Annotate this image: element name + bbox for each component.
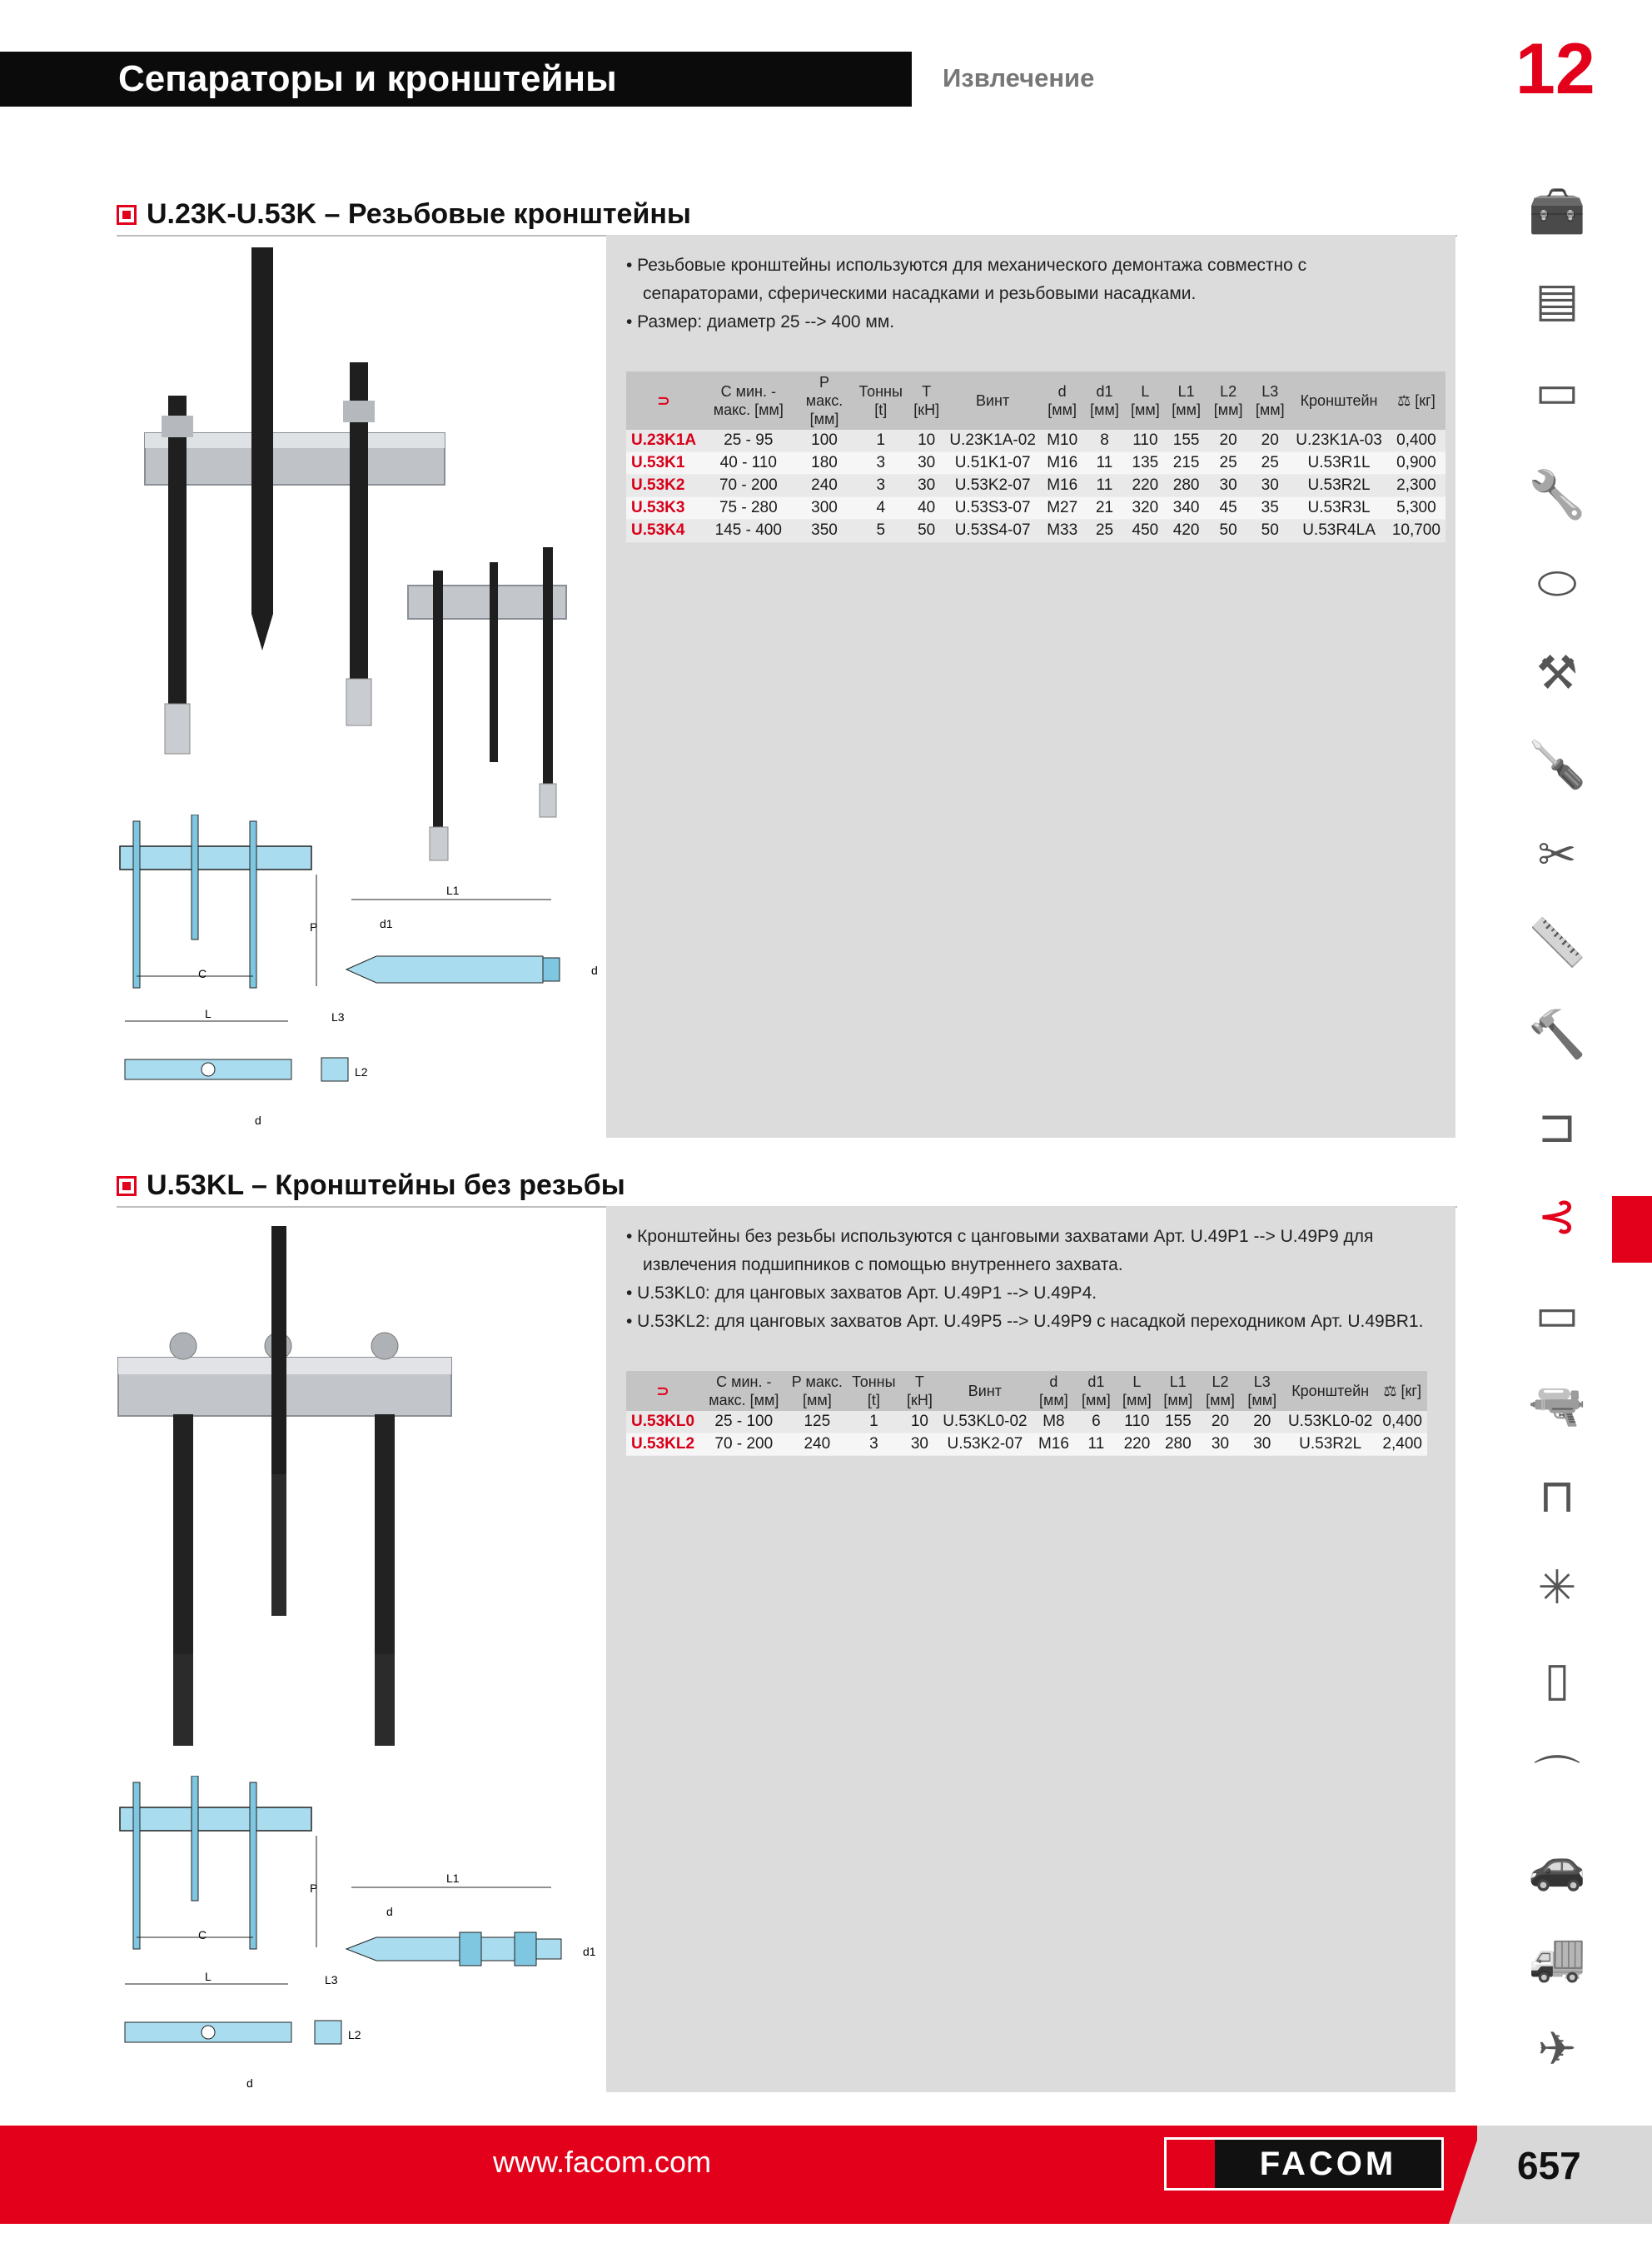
table-cell: 6 <box>1075 1411 1117 1433</box>
table-cell: 20 <box>1241 1411 1283 1433</box>
table-cell: 240 <box>795 475 853 497</box>
section2-heading: U.53KL – Кронштейны без резьбы <box>117 1169 1457 1208</box>
table-cell: 450 <box>1126 520 1166 542</box>
facom-logo: FACOM <box>1164 2137 1444 2191</box>
table-cell: M10 <box>1041 430 1084 452</box>
table-cell: 1 <box>853 430 908 452</box>
bullet-item: • Кронштейны без резьбы используются с цанговыми захватами Арт. U.49P1 --> U.49P9 для извлечения подшипников с помощью внутреннего захвата. <box>626 1227 1374 1274</box>
table-cell: U.53R4LA <box>1291 520 1387 542</box>
table-cell: 3 <box>853 452 908 475</box>
table-row <box>626 1433 1427 1456</box>
table-cell: U.53R2L <box>1291 475 1387 497</box>
part-number: U.53KL0 <box>626 1411 699 1433</box>
bullet-item: • Размер: диаметр 25 --> 400 мм. <box>626 312 895 331</box>
voltage-tester-icon[interactable]: ▭ <box>1535 1288 1580 1340</box>
title-bar <box>0 52 912 107</box>
part-number: U.53K4 <box>626 520 701 542</box>
col-header: L3 [мм] <box>1241 1371 1283 1411</box>
table-cell: U.53R2L <box>1283 1433 1377 1456</box>
table-cell: U.51K1-07 <box>944 452 1041 475</box>
table-cell: M33 <box>1041 520 1084 542</box>
impact-wrench-icon[interactable]: 🔫 <box>1528 1379 1586 1432</box>
circuit-breaker-icon[interactable]: ▯ <box>1544 1652 1570 1705</box>
table-cell: 155 <box>1165 430 1207 452</box>
table-header-row <box>626 1371 1427 1411</box>
col-header: L1 [мм] <box>1157 1371 1199 1411</box>
table-row <box>626 452 1446 475</box>
spec-table-2 <box>626 1371 1427 1456</box>
table-cell: 100 <box>795 430 853 452</box>
col-header: T [кН] <box>908 371 944 430</box>
part-number: U.53K3 <box>626 497 701 520</box>
spec-table-1 <box>626 371 1446 542</box>
table-cell: 70 - 200 <box>701 475 795 497</box>
active-category-tab <box>1612 1196 1652 1263</box>
handle-icon[interactable]: ⌒ <box>1534 1752 1580 1805</box>
screw-diagram <box>343 1872 601 1972</box>
table-cell: 75 - 280 <box>701 497 795 520</box>
table-cell: 145 - 400 <box>701 520 795 542</box>
table-cell: 30 <box>908 475 944 497</box>
col-header: L2 [мм] <box>1207 371 1249 430</box>
bullet-item: • U.53KL2: для цанговых захватов Арт. U.49P5 --> U.49P9 с насадкой переходником Арт. U.49BR1. <box>626 1312 1424 1331</box>
table-cell: 25 <box>1249 452 1291 475</box>
table-cell: 5 <box>853 520 908 542</box>
col-header: Тонны [t] <box>846 1371 901 1411</box>
col-header: d1 [мм] <box>1083 371 1125 430</box>
table-cell: U.53KL0-02 <box>1283 1411 1377 1433</box>
screw-diagram <box>343 885 601 984</box>
puller-icon[interactable]: ⊰ <box>1537 1189 1577 1242</box>
col-header: P макс. [мм] <box>789 1371 847 1411</box>
table-cell: 30 <box>1241 1433 1283 1456</box>
section2-bullets <box>626 1223 1426 1336</box>
table-cell: 30 <box>902 1433 938 1456</box>
section1-panel <box>606 235 1455 1138</box>
part-number: U.53KL2 <box>626 1433 699 1456</box>
section2-panel <box>606 1206 1455 2092</box>
col-header: ⚖ [кг] <box>1387 371 1446 430</box>
col-header: Кронштейн <box>1283 1371 1377 1411</box>
explosion-safety-icon[interactable]: ✳ <box>1537 1561 1577 1613</box>
col-header: d [мм] <box>1032 1371 1076 1411</box>
table-cell: 300 <box>795 497 853 520</box>
table-cell: U.53R3L <box>1291 497 1387 520</box>
dim-label: L3 <box>331 1010 345 1024</box>
dim-label: d <box>246 2076 253 2090</box>
table-cell: 350 <box>795 520 853 542</box>
page-title: Сепараторы и кронштейны <box>118 58 617 99</box>
col-header: Тонны [t] <box>853 371 908 430</box>
facom-logo-icon: ⊃ <box>626 1371 699 1411</box>
table-cell: 25 - 95 <box>701 430 795 452</box>
table-cell: 2,400 <box>1377 1433 1427 1456</box>
weight-icon: ⚖ <box>1397 392 1411 409</box>
table-cell: M16 <box>1032 1433 1076 1456</box>
table-row <box>626 520 1446 542</box>
page-subtitle: Извлечение <box>943 63 1095 92</box>
dim-label: d1 <box>380 917 393 930</box>
table-cell: 11 <box>1083 475 1125 497</box>
weight-icon: ⚖ <box>1383 1383 1397 1399</box>
table-cell: 2,300 <box>1387 475 1446 497</box>
table-cell: 40 <box>908 497 944 520</box>
tool-cabinet-icon[interactable]: ▤ <box>1535 273 1580 326</box>
dim-label: P <box>310 920 318 934</box>
table-cell: 50 <box>1249 520 1291 542</box>
dim-label: d <box>255 1114 261 1127</box>
footer-divider <box>1449 2126 1499 2224</box>
table-cell: 340 <box>1165 497 1207 520</box>
table-cell: 10,700 <box>1387 520 1446 542</box>
product-photo-unthreaded-brackets <box>115 1224 465 1757</box>
table-cell: 50 <box>908 520 944 542</box>
table-cell: U.53K2-07 <box>944 475 1041 497</box>
screwdriver-icon[interactable]: 🪛 <box>1528 738 1586 790</box>
airplane-icon[interactable]: ✈ <box>1537 2022 1577 2075</box>
col-header: L1 [мм] <box>1165 371 1207 430</box>
table-cell: 10 <box>908 430 944 452</box>
section-marker-icon <box>117 205 137 225</box>
socket-icon[interactable]: ⬭ <box>1537 556 1577 609</box>
wrench-icon[interactable]: 🔧 <box>1528 468 1586 521</box>
table-cell: 155 <box>1157 1411 1199 1433</box>
table-cell: U.23K1A-03 <box>1291 430 1387 452</box>
table-cell: 20 <box>1207 430 1249 452</box>
dim-label: L3 <box>325 1973 338 1986</box>
product-photo-threaded-brackets <box>110 237 576 870</box>
table-cell: 220 <box>1126 475 1166 497</box>
table-cell: 3 <box>853 475 908 497</box>
table-cell: 0,900 <box>1387 452 1446 475</box>
section1-bullets <box>626 252 1426 336</box>
table-cell: 420 <box>1165 520 1207 542</box>
pliers-icon[interactable]: ✂ <box>1537 828 1577 880</box>
bar-diagram <box>122 1009 371 1134</box>
table-cell: 25 - 100 <box>699 1411 789 1433</box>
table-cell: U.53R1L <box>1291 452 1387 475</box>
col-header: Кронштейн <box>1291 371 1387 430</box>
dim-label: P <box>310 1882 318 1895</box>
car-icon[interactable]: 🚗 <box>1528 1839 1586 1892</box>
table-cell: 110 <box>1117 1411 1157 1433</box>
dim-label: L <box>205 1009 211 1020</box>
chapter-number: 12 <box>1515 29 1595 109</box>
center-screw <box>251 247 273 614</box>
table-cell: 25 <box>1083 520 1125 542</box>
table-cell: 20 <box>1249 430 1291 452</box>
table-cell: 20 <box>1199 1411 1241 1433</box>
dim-label: L2 <box>348 2028 361 2041</box>
section1-heading: U.23K-U.53K – Резьбовые кронштейны <box>117 198 1457 237</box>
table-cell: M27 <box>1041 497 1084 520</box>
table-cell: 25 <box>1207 452 1249 475</box>
col-header: T [кН] <box>902 1371 938 1411</box>
table-row <box>626 1411 1427 1433</box>
table-cell: U.53S4-07 <box>944 520 1041 542</box>
bar-diagram <box>122 1972 371 2097</box>
truck-icon[interactable]: 🚚 <box>1528 1931 1586 1983</box>
puller-diagram <box>117 1776 333 1961</box>
table-cell: 0,400 <box>1377 1411 1427 1433</box>
table-cell: 125 <box>789 1411 847 1433</box>
col-header: P макс. [мм] <box>795 371 853 430</box>
table-cell: 11 <box>1075 1433 1117 1456</box>
col-header: L2 [мм] <box>1199 1371 1241 1411</box>
table-row <box>626 430 1446 452</box>
dim-label: C <box>198 967 207 980</box>
facom-logo-icon: ⊃ <box>626 371 701 430</box>
table-cell: 30 <box>1249 475 1291 497</box>
table-cell: 280 <box>1157 1433 1199 1456</box>
table-cell: 50 <box>1207 520 1249 542</box>
table-cell: 8 <box>1083 430 1125 452</box>
dim-label: L1 <box>446 885 460 897</box>
dim-label: d <box>591 964 598 977</box>
table-cell: 0,400 <box>1387 430 1446 452</box>
table-cell: M16 <box>1041 452 1084 475</box>
table-cell: U.23K1A-02 <box>944 430 1041 452</box>
table-cell: 110 <box>1126 430 1166 452</box>
puller-diagram <box>117 815 333 999</box>
dim-label: C <box>198 1928 207 1941</box>
table-cell: 135 <box>1126 452 1166 475</box>
table-cell: 35 <box>1249 497 1291 520</box>
tool-case-icon[interactable]: 🧰 <box>1528 185 1586 237</box>
table-cell: 220 <box>1117 1433 1157 1456</box>
table-cell: 70 - 200 <box>699 1433 789 1456</box>
col-header: L [мм] <box>1126 371 1166 430</box>
table-cell: U.53K2-07 <box>938 1433 1032 1456</box>
dim-label: L2 <box>355 1065 368 1079</box>
col-header: ⚖ [кг] <box>1377 1371 1427 1411</box>
col-header: L3 [мм] <box>1249 371 1291 430</box>
col-header: Винт <box>938 1371 1032 1411</box>
table-cell: 5,300 <box>1387 497 1446 520</box>
page-number: 657 <box>1517 2144 1581 2187</box>
table-cell: 180 <box>795 452 853 475</box>
col-header: L [мм] <box>1117 1371 1157 1411</box>
table-cell: 21 <box>1083 497 1125 520</box>
table-cell: 320 <box>1126 497 1166 520</box>
table-cell: 30 <box>908 452 944 475</box>
table-cell: 4 <box>853 497 908 520</box>
table-cell: 3 <box>846 1433 901 1456</box>
table-cell: 215 <box>1165 452 1207 475</box>
col-header: С мин. - макс. [мм] <box>699 1371 789 1411</box>
table-cell: 11 <box>1083 452 1125 475</box>
vise-icon[interactable]: ⊓ <box>1539 1469 1575 1522</box>
col-header: d [мм] <box>1041 371 1084 430</box>
table-row <box>626 475 1446 497</box>
tape-measure-icon[interactable]: 📏 <box>1528 916 1586 969</box>
hacksaw-icon[interactable]: ⊐ <box>1537 1099 1577 1152</box>
ratchet-icon[interactable]: ⚒ <box>1535 646 1579 699</box>
table-cell: 30 <box>1199 1433 1241 1456</box>
bullet-item: • Резьбовые кронштейны используются для механического демонтажа совместно с сепараторами, сферическими насадками и резьбовыми насадками. <box>626 256 1307 303</box>
col-header: d1 [мм] <box>1075 1371 1117 1411</box>
bullet-item: • U.53KL0: для цанговых захватов Арт. U.49P1 --> U.49P4. <box>626 1283 1097 1303</box>
dim-label: d1 <box>583 1945 596 1958</box>
table-cell: 45 <box>1207 497 1249 520</box>
dim-label: d <box>386 1905 393 1918</box>
part-number: U.53K2 <box>626 475 701 497</box>
col-header: Винт <box>944 371 1041 430</box>
section-marker-icon <box>117 1176 137 1196</box>
table-header-row <box>626 371 1446 430</box>
table-cell: 40 - 110 <box>701 452 795 475</box>
part-number: U.53K1 <box>626 452 701 475</box>
table-row <box>626 497 1446 520</box>
table-cell: 30 <box>1207 475 1249 497</box>
table-cell: 10 <box>902 1411 938 1433</box>
dim-label: L1 <box>446 1872 460 1885</box>
tool-box-icon[interactable]: ▭ <box>1535 365 1580 417</box>
col-header: С мин. - макс. [мм] <box>701 371 795 430</box>
table-cell: M16 <box>1041 475 1084 497</box>
table-cell: M8 <box>1032 1411 1076 1433</box>
table-cell: U.53S3-07 <box>944 497 1041 520</box>
website-link[interactable]: www.facom.com <box>493 2145 712 2179</box>
table-cell: U.53KL0-02 <box>938 1411 1032 1433</box>
hammer-icon[interactable]: 🔨 <box>1528 1008 1586 1060</box>
part-number: U.23K1A <box>626 430 701 452</box>
table-cell: 1 <box>846 1411 901 1433</box>
table-cell: 240 <box>789 1433 847 1456</box>
table-cell: 280 <box>1165 475 1207 497</box>
dim-label: L <box>205 1972 211 1983</box>
